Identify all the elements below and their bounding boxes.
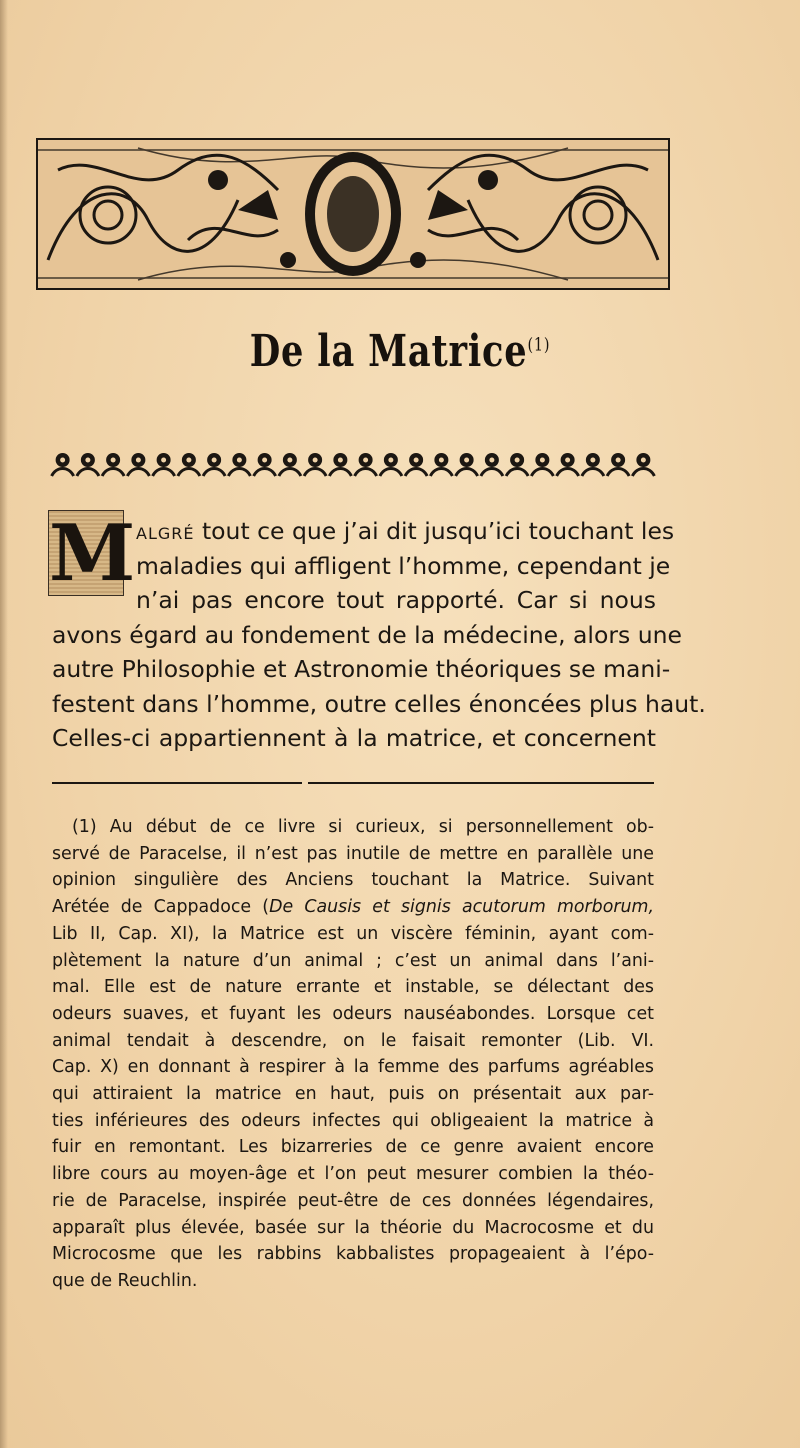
footnote-line: plètement la nature d’un animal ; c’est un animal dans l’ani- [52,950,654,971]
footnote [52,814,654,1295]
body-line-2: maladies qui affligent l’homme, cependant je [136,551,671,580]
footnote-line: servé de Paracelse, il n’est pas inutile de mettre en parallèle une [52,843,654,864]
footnote-line: fuir en remontant. Les bizarreries de ce genre avaient encore [52,1137,654,1158]
fleuron-icon [506,453,528,476]
fleuron-icon [127,453,149,476]
body-paragraph [52,514,706,756]
fleuron-icon [632,453,654,476]
footnote-line: Microcosme que les rabbins kabbalistes propageaient à l’épo- [52,1244,654,1265]
body-line-7: Celles-ci appartiennent à la matrice, et concernent [52,724,656,752]
fleuron-icon [304,453,326,476]
fleuron-rule-icon [50,448,656,482]
separator-line-right [308,782,654,784]
footnote-text: Arétée de Cappadoce ( [52,897,270,918]
footnote-italic-title: De Causis et signis acutorum morborum, [269,897,654,918]
footnote-line: opinion singulière des Anciens touchant la Matrice. Suivant [52,870,654,891]
fleuron-icon [329,453,351,476]
footnote-line: rie de Paracelse, inspirée peut-être de ces données légendaires, [52,1190,654,1211]
ornamental-headpiece-icon [36,138,670,290]
footnote-line: odeurs suaves, et fuyant les odeurs nauséabondes. Lorsque cet [52,1003,654,1024]
fleuron-icon [607,453,629,476]
fleuron-icon [178,453,200,476]
fleuron-icon [430,453,452,476]
fleuron-icon [531,453,553,476]
footnote-line: animal tendait à descendre, on le faisait remonter (Lib. VI. [52,1030,654,1051]
page-edge-shadow [0,0,8,1448]
fleuron-icon [254,453,276,476]
fleuron-icon [52,453,74,476]
chapter-title [80,326,720,390]
body-line-5: autre Philosophie et Astronomie théoriques se mani- [52,655,671,683]
fleuron-icon [355,453,377,476]
body-line-4: avons égard au fondement de la médecine, alors une [52,620,682,649]
body-line-1 [52,514,675,549]
footnote-marker: (1) [527,334,551,356]
footnote-line: ties inférieures des odeurs infectes qui obligeaient la matrice à [52,1110,654,1131]
body-line-3: n’ai pas encore tout rapporté. Car si nous [136,586,656,614]
fleuron-icon [279,453,301,476]
footnote-line: libre cours au moyen-âge et l’on peut mesurer combien la théo- [52,1164,654,1185]
fleuron-icon [456,453,478,476]
fleuron-icon [153,453,175,476]
footnote-line: apparaît plus élevée, basée sur la théorie du Macrocosme et du [52,1217,654,1238]
body-line-6: festent dans l’homme, outre celles énoncées plus haut. [52,689,706,718]
footnote-separator [52,782,654,786]
footnote-line: mal. Elle est de nature errante et instable, se délectant des [52,977,654,998]
fleuron-icon [582,453,604,476]
fleuron-icon [481,453,503,476]
fleuron-icon [77,453,99,476]
footnote-line: Cap. X) en donnant à respirer à la femme des parfums agréables [52,1057,654,1078]
footnote-line: que de Reuchlin. [52,1270,198,1291]
footnote-line: Lib II, Cap. XI), la Matrice est un viscère féminin, ayant com- [52,923,654,944]
footnote-line-with-italic [52,894,654,921]
body-line-text: tout ce que j’ai dit jusqu’ici touchant les [194,517,675,545]
fleuron-icon [405,453,427,476]
separator-line-left [52,782,302,784]
fleuron-icon [228,453,250,476]
fleuron-icon [557,453,579,476]
footnote-line: qui attiraient la matrice en haut, puis on présentait aux par- [52,1084,654,1105]
fleuron-icon [203,453,225,476]
footnote-line: (1) Au début de ce livre si curieux, si personnellement ob- [72,817,654,837]
chapter-title-text: De la Matrice [249,326,528,377]
drop-cap-letter: M [49,508,136,599]
fleuron-icon [102,453,124,476]
body-line-smallcaps: algré [136,517,195,545]
fleuron-icon [380,453,402,476]
